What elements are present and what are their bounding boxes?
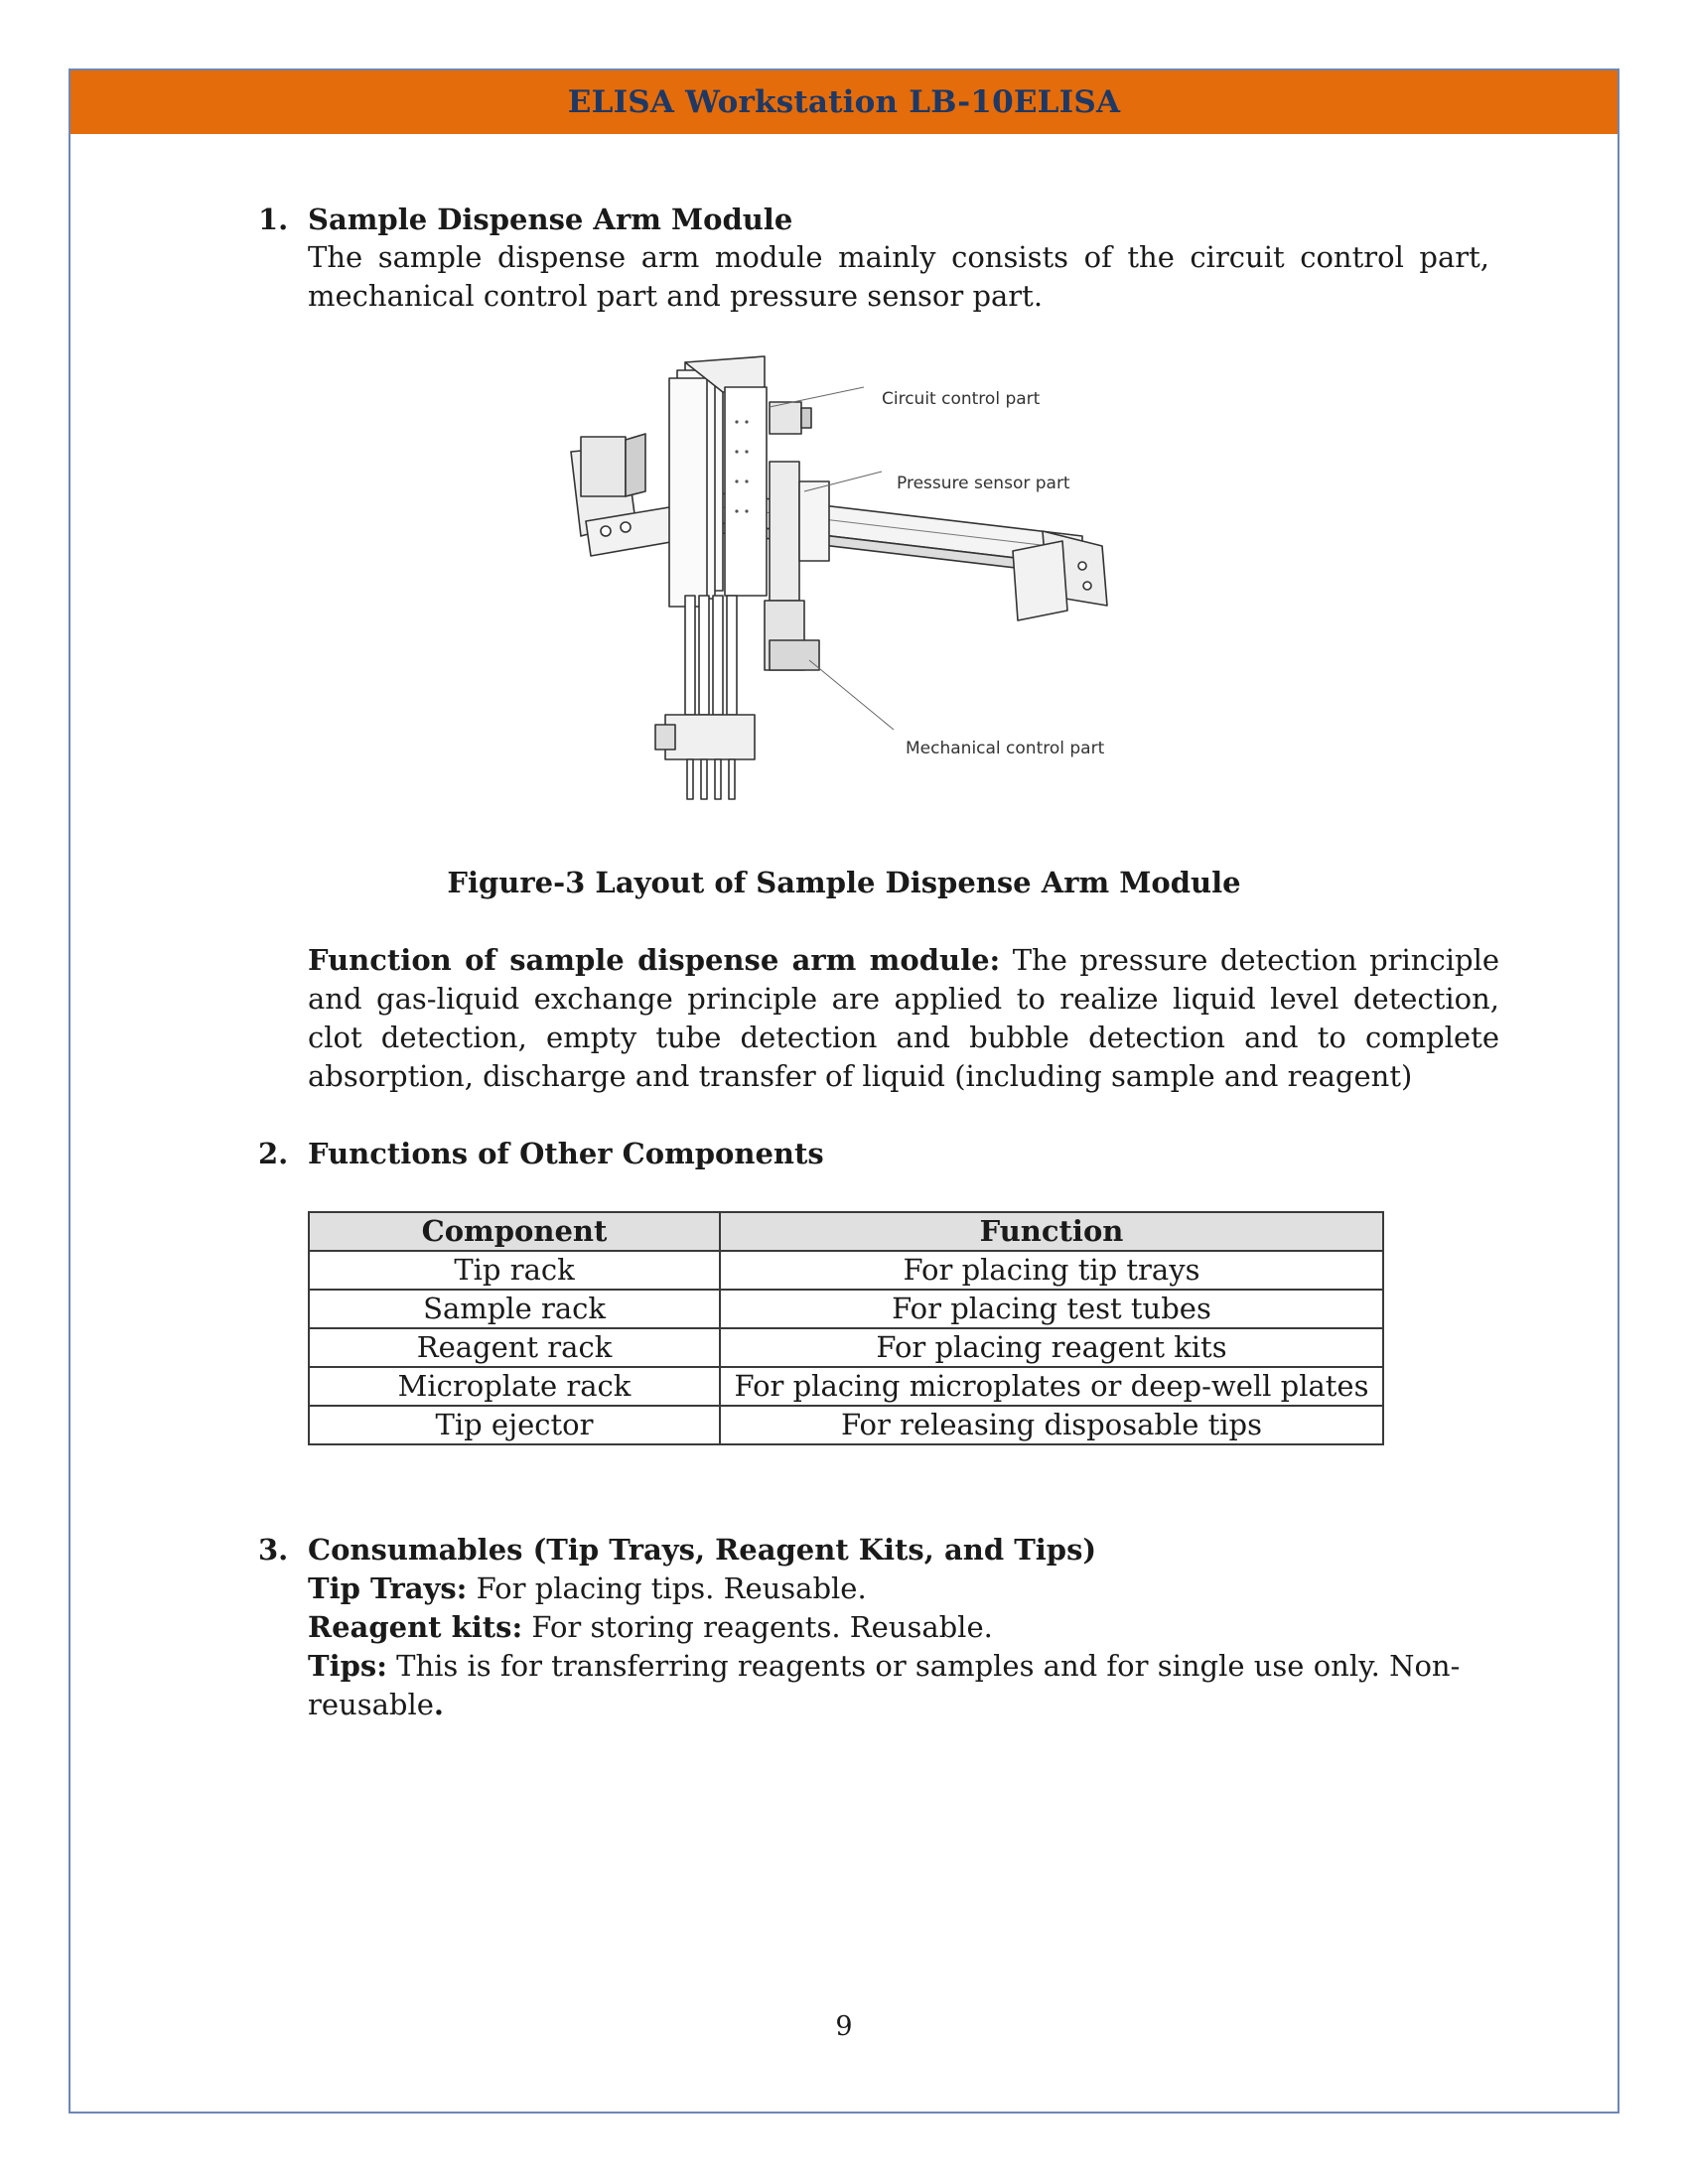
header-bar [70,70,1618,134]
document-title: ELISA Workstation LB-10ELISA [567,84,1121,120]
table-cell-component: Reagent rack [309,1328,720,1367]
table-cell-component: Tip rack [309,1251,720,1290]
table-row [309,1290,1383,1328]
section-1-title: Sample Dispense Arm Module [308,203,793,236]
function-lead: Function of sample dispense arm module: [308,943,1001,977]
dispense-arm-figure [566,342,1122,829]
table-cell-component: Tip ejector [309,1406,720,1444]
section-1-number: 1. [258,203,289,236]
consumable-label: Tips: [308,1649,387,1683]
section-2-title: Functions of Other Components [308,1137,824,1170]
consumable-label: Tip Trays: [308,1571,468,1605]
label-mechanical-control: Mechanical control part [906,739,1105,758]
table-cell-function: For placing microplates or deep-well plates [720,1367,1383,1406]
components-table [308,1211,1384,1445]
consumable-tips-continuation [308,1686,444,1724]
table-row [309,1406,1383,1444]
table-cell-function: For releasing disposable tips [720,1406,1383,1444]
table-row [309,1328,1383,1367]
consumable-text: For placing tips. Reusable. [467,1571,867,1605]
function-paragraph [308,941,1499,1096]
section-3-number: 3. [258,1533,289,1567]
table-cell-function: For placing tip trays [720,1251,1383,1290]
column-header-component: Component [309,1212,720,1251]
label-pressure-sensor: Pressure sensor part [897,474,1070,493]
table-cell-component: Sample rack [309,1290,720,1328]
label-circuit-control: Circuit control part [882,389,1041,409]
consumable-text: This is for transferring reagents or samples and for single use only. Non- [386,1649,1461,1683]
consumable-label: Reagent kits: [308,1610,523,1644]
consumable-tips [308,1647,1460,1686]
column-header-function: Function [720,1212,1383,1251]
page-number: 9 [835,2011,853,2042]
section-3-title: Consumables (Tip Trays, Reagent Kits, and Tips) [308,1533,1097,1567]
table-row [309,1251,1383,1290]
tips-continuation-text: reusable [308,1688,434,1721]
section-2-number: 2. [258,1137,289,1170]
section-1-intro: The sample dispense arm module mainly consists of the circuit control part, mechanical control part and pressure sensor part. [308,240,1489,313]
consumable-reagent-kits [308,1608,993,1647]
function-text: The pressure detection principle and gas-liquid exchange principle are applied to realize liquid level detection, clot detection, empty tube detection and bubble detection and to complete absorption, discharge and transfer of liquid (including sample and reagent) [308,943,1500,1093]
table-cell-function: For placing test tubes [720,1290,1383,1328]
table-cell-function: For placing reagent kits [720,1328,1383,1367]
table-cell-component: Microplate rack [309,1367,720,1406]
consumable-tip-trays [308,1570,867,1608]
figure-caption: Figure-3 Layout of Sample Dispense Arm Module [447,866,1241,899]
consumable-text: For storing reagents. Reusable. [522,1610,993,1644]
table-header-row [309,1212,1383,1251]
table-row [309,1367,1383,1406]
tips-period: . [433,1688,444,1721]
